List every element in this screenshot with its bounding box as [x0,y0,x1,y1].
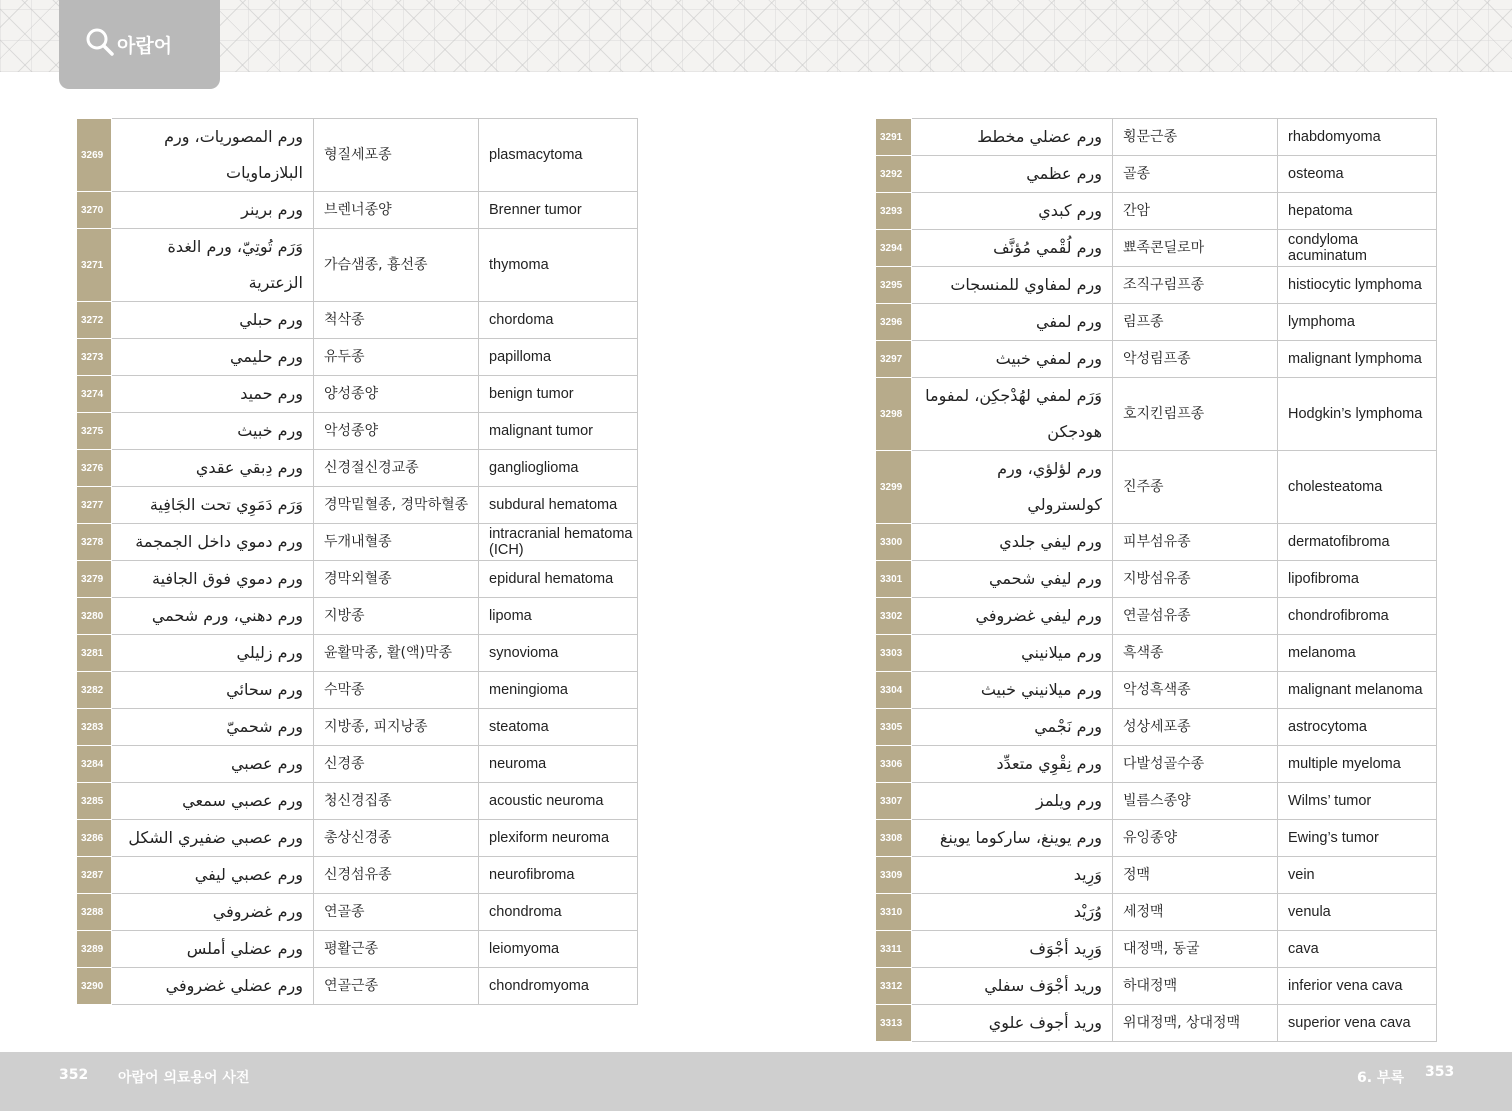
korean-term: 악성흑색종 [1113,672,1278,709]
korean-term: 림프종 [1113,304,1278,341]
korean-term: 양성종양 [314,376,479,413]
table-row [77,857,638,894]
english-term: Wilms’ tumor [1278,783,1437,820]
entry-number: 3271 [77,229,112,302]
left-glossary-table [76,118,638,1005]
arabic-term: ورم ميلانيني خبيث [912,672,1113,709]
korean-term: 브렌너종양 [314,192,479,229]
table-row [77,894,638,931]
table-row [77,524,638,561]
table-row [876,304,1437,341]
english-term: chondrofibroma [1278,598,1437,635]
entry-number: 3286 [77,820,112,857]
arabic-term: وَرِيد [912,857,1113,894]
arabic-term: وَرَم تُوتِيّ، ورم الغدة الزعترية [112,229,314,302]
arabic-term: ورم لمفاوي للمنسجات [912,267,1113,304]
korean-term: 악성림프종 [1113,341,1278,378]
section-tab-label: 아랍어 [117,36,173,57]
table-row [77,302,638,339]
table-row [876,931,1437,968]
entry-number: 3270 [77,192,112,229]
table-row [77,820,638,857]
korean-term: 경막밑혈종, 경막하혈종 [314,487,479,524]
table-row [876,598,1437,635]
english-term: acoustic neuroma [479,783,638,820]
entry-number: 3299 [876,451,912,524]
table-row [77,968,638,1005]
korean-term: 호지킨림프종 [1113,378,1278,451]
entry-number: 3269 [77,119,112,192]
arabic-term: ورم لمفي [912,304,1113,341]
entry-number: 3301 [876,561,912,598]
english-term: superior vena cava [1278,1005,1437,1042]
english-term: chordoma [479,302,638,339]
entry-number: 3280 [77,598,112,635]
arabic-term: ورم ميلانيني [912,635,1113,672]
english-term: subdural hematoma [479,487,638,524]
arabic-term: ورم حبلي [112,302,314,339]
entry-number: 3279 [77,561,112,598]
english-term: thymoma [479,229,638,302]
korean-term: 성상세포종 [1113,709,1278,746]
table-row [876,820,1437,857]
english-term: cholesteatoma [1278,451,1437,524]
entry-number: 3297 [876,341,912,378]
arabic-term: ورم لُقْمي مُؤنَّف [912,230,1113,267]
arabic-term: ورم عظمي [912,156,1113,193]
english-term: cava [1278,931,1437,968]
korean-term: 지방종 [314,598,479,635]
korean-term: 악성종양 [314,413,479,450]
korean-term: 윤활막종, 활(액)막종 [314,635,479,672]
entry-number: 3306 [876,746,912,783]
entry-number: 3272 [77,302,112,339]
arabic-term: ورم دهني، ورم شحمي [112,598,314,635]
arabic-term: ورم خبيث [112,413,314,450]
header-pattern-band [0,0,1512,72]
arabic-term: ورم سحائي [112,672,314,709]
table-row [77,192,638,229]
entry-number: 3303 [876,635,912,672]
english-term: malignant tumor [479,413,638,450]
korean-term: 연골근종 [314,968,479,1005]
english-term: lipofibroma [1278,561,1437,598]
left-page-number: 352 [59,1067,89,1083]
table-row [876,783,1437,820]
arabic-term: ورم عضلي أملس [112,931,314,968]
entry-number: 3300 [876,524,912,561]
english-term: benign tumor [479,376,638,413]
english-term: neurofibroma [479,857,638,894]
table-row [77,339,638,376]
korean-term: 연골섬유종 [1113,598,1278,635]
english-term: ganglioglioma [479,450,638,487]
right-glossary-table [875,118,1437,1042]
english-term: rhabdomyoma [1278,119,1437,156]
table-row [876,1005,1437,1042]
entry-number: 3295 [876,267,912,304]
entry-number: 3308 [876,820,912,857]
korean-term: 피부섬유종 [1113,524,1278,561]
korean-term: 위대정맥, 상대정맥 [1113,1005,1278,1042]
arabic-term: ورم حميد [112,376,314,413]
entry-number: 3311 [876,931,912,968]
entry-number: 3304 [876,672,912,709]
arabic-term: ورم عصبي [112,746,314,783]
english-term: intracranial hematoma (ICH) [479,524,638,561]
table-row [77,413,638,450]
english-term: astrocytoma [1278,709,1437,746]
korean-term: 두개내혈종 [314,524,479,561]
english-term: vein [1278,857,1437,894]
korean-term: 신경절신경교종 [314,450,479,487]
table-row [876,156,1437,193]
entry-number: 3288 [77,894,112,931]
entry-number: 3293 [876,193,912,230]
english-term: Brenner tumor [479,192,638,229]
arabic-term: ورم عصبي ضفيري الشكل [112,820,314,857]
korean-term: 횡문근종 [1113,119,1278,156]
table-row [77,783,638,820]
english-term: lymphoma [1278,304,1437,341]
table-row [77,709,638,746]
arabic-term: ورم شحميّ [112,709,314,746]
entry-number: 3273 [77,339,112,376]
english-term: plasmacytoma [479,119,638,192]
page-footer [0,1052,1512,1111]
arabic-term: وَرَم دَمَوِي تحت الجَافِية [112,487,314,524]
korean-term: 다발성골수종 [1113,746,1278,783]
table-row [876,451,1437,524]
arabic-term: وريد أجْوَف سفلي [912,968,1113,1005]
korean-term: 대정맥, 동굴 [1113,931,1278,968]
arabic-term: وُرَيْد [912,894,1113,931]
english-term: melanoma [1278,635,1437,672]
english-term: leiomyoma [479,931,638,968]
section-title: 6. 부록 [1357,1070,1404,1086]
english-term: Hodgkin’s lymphoma [1278,378,1437,451]
korean-term: 연골종 [314,894,479,931]
english-term: multiple myeloma [1278,746,1437,783]
table-row [876,561,1437,598]
table-row [876,119,1437,156]
arabic-term: ورم زليلي [112,635,314,672]
entry-number: 3287 [77,857,112,894]
korean-term: 세정맥 [1113,894,1278,931]
korean-term: 신경섬유종 [314,857,479,894]
arabic-term: ورم ويلمز [912,783,1113,820]
entry-number: 3289 [77,931,112,968]
korean-term: 가슴샘종, 흉선종 [314,229,479,302]
korean-term: 경막외혈종 [314,561,479,598]
english-term: inferior vena cava [1278,968,1437,1005]
korean-term: 지방종, 피지낭종 [314,709,479,746]
entry-number: 3298 [876,378,912,451]
english-term: chondromyoma [479,968,638,1005]
arabic-term: ورم عصبي ليفي [112,857,314,894]
arabic-term: ورم المصوريات، ورم البلازماويات [112,119,314,192]
korean-term: 지방섬유종 [1113,561,1278,598]
english-term: lipoma [479,598,638,635]
english-term: plexiform neuroma [479,820,638,857]
entry-number: 3276 [77,450,112,487]
korean-term: 유두종 [314,339,479,376]
entry-number: 3285 [77,783,112,820]
arabic-term: ورم دموي داخل الجمجمة [112,524,314,561]
english-term: condyloma acuminatum [1278,230,1437,267]
entry-number: 3278 [77,524,112,561]
english-term: malignant melanoma [1278,672,1437,709]
korean-term: 흑색종 [1113,635,1278,672]
table-row [77,376,638,413]
arabic-term: ورم برينر [112,192,314,229]
english-term: dermatofibroma [1278,524,1437,561]
entry-number: 3305 [876,709,912,746]
entry-number: 3294 [876,230,912,267]
korean-term: 빌름스종양 [1113,783,1278,820]
english-term: epidural hematoma [479,561,638,598]
section-tab [59,0,220,89]
entry-number: 3277 [77,487,112,524]
korean-term: 간암 [1113,193,1278,230]
table-row [876,746,1437,783]
arabic-term: وَرَم لمفي لهُدْجكِن، لمفوما هودجكن [912,378,1113,451]
table-row [876,524,1437,561]
korean-term: 뾰족콘딜로마 [1113,230,1278,267]
arabic-term: ورم كبدي [912,193,1113,230]
arabic-term: ورم غضروفي [112,894,314,931]
right-page-number: 353 [1425,1064,1455,1080]
arabic-term: ورم لمفي خبيث [912,341,1113,378]
entry-number: 3274 [77,376,112,413]
table-row [876,635,1437,672]
arabic-term: ورم ليفي غضروفي [912,598,1113,635]
table-row [876,672,1437,709]
table-row [876,230,1437,267]
korean-term: 척삭종 [314,302,479,339]
english-term: steatoma [479,709,638,746]
entry-number: 3284 [77,746,112,783]
korean-term: 골종 [1113,156,1278,193]
table-row [876,267,1437,304]
korean-term: 평활근종 [314,931,479,968]
english-term: papilloma [479,339,638,376]
entry-number: 3313 [876,1005,912,1042]
table-row [77,119,638,192]
arabic-term: ورم يوينغ، ساركوما يوينغ [912,820,1113,857]
entry-number: 3281 [77,635,112,672]
entry-number: 3310 [876,894,912,931]
arabic-term: ورم دِبقي عقدي [112,450,314,487]
table-row [77,561,638,598]
entry-number: 3302 [876,598,912,635]
arabic-term: ورم عضلي مخطط [912,119,1113,156]
english-term: meningioma [479,672,638,709]
table-row [77,229,638,302]
entry-number: 3282 [77,672,112,709]
english-term: hepatoma [1278,193,1437,230]
search-icon [85,27,117,63]
korean-term: 유잉종양 [1113,820,1278,857]
table-row [876,193,1437,230]
entry-number: 3296 [876,304,912,341]
arabic-term: ورم نَجْمي [912,709,1113,746]
english-term: malignant lymphoma [1278,341,1437,378]
table-row [77,635,638,672]
table-row [876,341,1437,378]
arabic-term: ورم عضلي غضروفي [112,968,314,1005]
korean-term: 하대정맥 [1113,968,1278,1005]
english-term: histiocytic lymphoma [1278,267,1437,304]
english-term: venula [1278,894,1437,931]
table-row [77,746,638,783]
arabic-term: ورم ليفي جلدي [912,524,1113,561]
arabic-term: ورم ليفي شحمي [912,561,1113,598]
entry-number: 3290 [77,968,112,1005]
entry-number: 3291 [876,119,912,156]
entry-number: 3312 [876,968,912,1005]
arabic-term: ورم عصبي سمعي [112,783,314,820]
english-term: synovioma [479,635,638,672]
table-row [77,672,638,709]
entry-number: 3307 [876,783,912,820]
english-term: osteoma [1278,156,1437,193]
english-term: neuroma [479,746,638,783]
entry-number: 3292 [876,156,912,193]
entry-number: 3283 [77,709,112,746]
book-title: 아랍어 의료용어 사전 [118,1070,250,1086]
korean-term: 조직구림프종 [1113,267,1278,304]
table-row [876,378,1437,451]
arabic-term: ورم نِقْوِي متعدِّد [912,746,1113,783]
entry-number: 3275 [77,413,112,450]
table-row [77,598,638,635]
arabic-term: ورم دموي فوق الجافية [112,561,314,598]
english-term: Ewing’s tumor [1278,820,1437,857]
korean-term: 수막종 [314,672,479,709]
korean-term: 정맥 [1113,857,1278,894]
korean-term: 신경종 [314,746,479,783]
table-row [77,487,638,524]
arabic-term: ورم لؤلؤي، ورم كولسترولي [912,451,1113,524]
korean-term: 진주종 [1113,451,1278,524]
arabic-term: وريد أجوف علوي [912,1005,1113,1042]
korean-term: 청신경집종 [314,783,479,820]
table-row [876,894,1437,931]
table-row [876,968,1437,1005]
arabic-term: ورم حليمي [112,339,314,376]
english-term: chondroma [479,894,638,931]
table-row [77,931,638,968]
korean-term: 형질세포종 [314,119,479,192]
entry-number: 3309 [876,857,912,894]
korean-term: 총상신경종 [314,820,479,857]
table-row [77,450,638,487]
table-row [876,857,1437,894]
arabic-term: وَرِيد أجْوَف [912,931,1113,968]
table-row [876,709,1437,746]
